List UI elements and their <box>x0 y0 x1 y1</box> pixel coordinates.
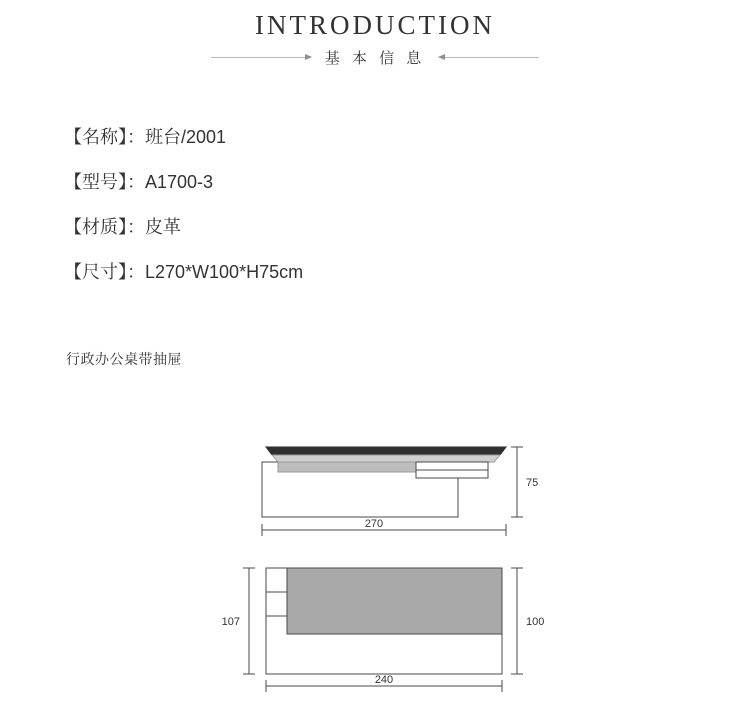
spec-value-material: 皮革 <box>145 217 181 237</box>
spec-label-name: 【名称】： <box>64 127 145 147</box>
dim-top-width: 240 <box>374 674 394 686</box>
spec-value-size: L270*W100*H75cm <box>145 262 304 282</box>
product-description: 行政办公桌带抽屉 <box>66 351 182 367</box>
spec-row <box>64 261 303 283</box>
spec-value-name: 班台/2001 <box>145 127 227 147</box>
page-header <box>0 0 750 68</box>
spec-row <box>64 171 303 193</box>
spec-row <box>64 216 303 238</box>
spec-label-material: 【材质】： <box>64 217 145 237</box>
spec-label-size: 【尺寸】： <box>64 262 145 282</box>
dim-top-depth: 100 <box>526 616 545 628</box>
spec-value-model: A1700-3 <box>145 172 214 192</box>
spec-label-model: 【型号】： <box>64 172 145 192</box>
subtitle-row <box>0 47 750 68</box>
divider-line-right <box>439 57 539 58</box>
page-title: INTRODUCTION <box>255 10 495 40</box>
spec-list <box>64 126 303 306</box>
dim-top-left: 107 <box>221 616 240 628</box>
dim-front-width: 270 <box>364 518 384 530</box>
divider-line-left <box>211 57 311 58</box>
spec-row <box>64 126 303 148</box>
technical-drawings <box>0 420 750 695</box>
dim-front-height: 75 <box>526 477 539 489</box>
page-subtitle: 基 本 信 息 <box>324 50 426 67</box>
